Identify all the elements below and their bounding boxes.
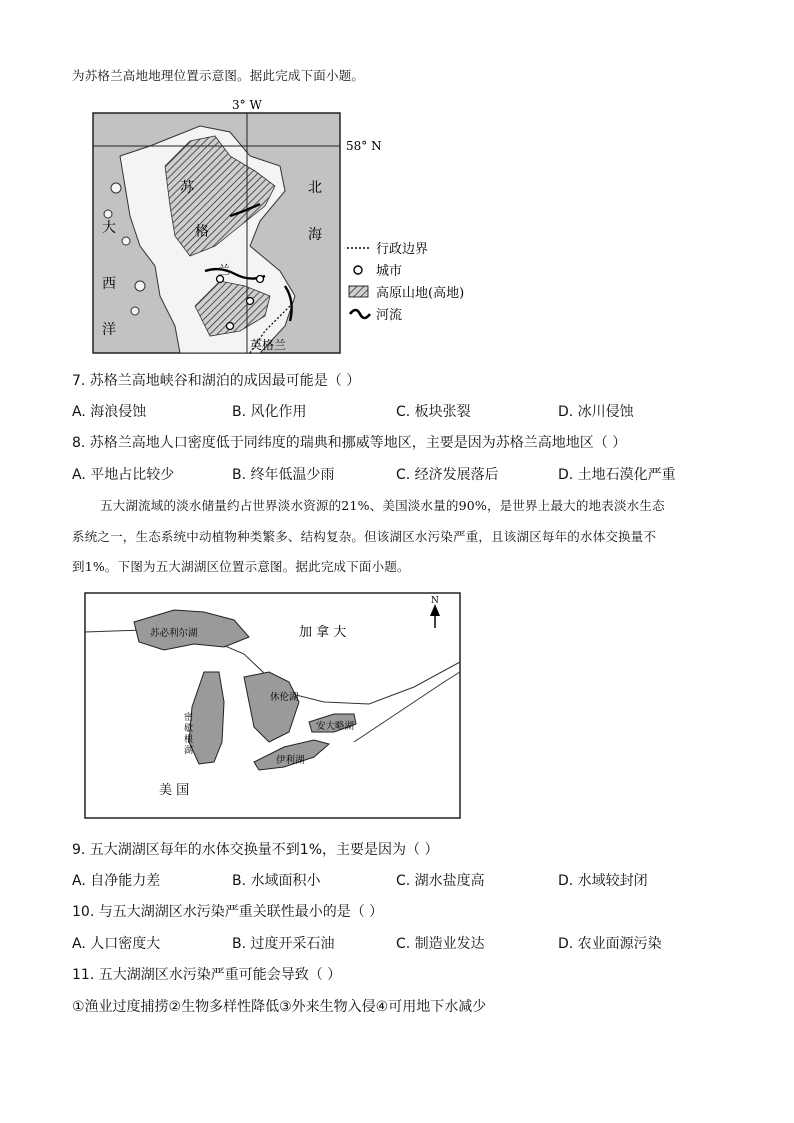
q9-options [72,870,722,890]
label-su: 苏 [180,180,194,196]
label-canada: 加 拿 大 [299,625,347,640]
lon-label: 3° W [232,98,262,112]
atlantic-1: 大 [102,220,116,236]
legend-city: 城市 [376,264,403,279]
label-superior: 苏必利尔湖 [150,628,198,639]
atlantic-3: 洋 [102,322,116,338]
q7-option-c[interactable]: C. 板块张裂 [396,404,471,420]
q9-option-a[interactable]: A. 自净能力差 [72,873,161,889]
label-ge: 格 [195,224,209,240]
q7-stem: 7. 苏格兰高地峡谷和湖泊的成因最可能是（ ） [72,373,361,389]
intro-2-line-2: 系统之一，生态系统中动植物种类繁多、结构复杂。但该湖区水污染严重，且该湖区每年的水体交换量不 [72,529,657,544]
atlantic-2: 西 [102,276,116,292]
q10-option-b[interactable]: B. 过度开采石油 [232,936,335,952]
label-usa: 美 国 [159,783,190,798]
label-ontario: 安大略湖 [316,721,355,732]
q8-option-a[interactable]: A. 平地占比较少 [72,467,175,483]
label-michigan-3: 根 [184,735,194,745]
great-lakes-map [84,592,462,820]
q8-options [72,464,722,484]
q7-option-b[interactable]: B. 风化作用 [232,404,307,420]
intro-2-line-1: 五大湖流域的淡水储量约占世界淡水资源的21%、美国淡水量的90%，是世界上最大的地表淡水生态 [100,498,665,513]
q9-option-b[interactable]: B. 水域面积小 [232,873,321,889]
q11-choices: ①渔业过度捕捞②生物多样性降低③外来生物入侵④可用地下水减少 [72,999,487,1015]
q8-stem: 8. 苏格兰高地人口密度低于同纬度的瑞典和挪威等地区，主要是因为苏格兰高地地区（ ） [72,435,627,451]
q8-option-d[interactable]: D. 土地石漠化严重 [558,467,676,483]
scotland-map [80,96,480,358]
q9-option-c[interactable]: C. 湖水盐度高 [396,873,485,889]
q10-options [72,933,722,953]
q10-stem: 10. 与五大湖湖区水污染严重关联性最小的是（ ） [72,904,384,920]
q7-option-a[interactable]: A. 海浪侵蚀 [72,404,147,420]
map1-legend [347,241,464,323]
q9-stem: 9. 五大湖湖区每年的水体交换量不到1%，主要是因为（ ） [72,842,439,858]
label-huron: 休伦湖 [270,692,299,703]
q9-option-d[interactable]: D. 水域较封闭 [558,873,648,889]
q8-option-b[interactable]: B. 终年低温少雨 [232,467,335,483]
q7-option-d[interactable]: D. 冰川侵蚀 [558,404,634,420]
label-england: 英格兰 [250,338,287,352]
q10-option-d[interactable]: D. 农业面源污染 [558,936,662,952]
label-michigan-1: 密 [184,713,194,723]
north-sea-2: 海 [308,227,322,243]
legend-river: 河流 [376,308,403,323]
label-michigan-2: 歇 [184,724,194,734]
q7-options [72,401,722,421]
lat-label: 58° N [346,139,382,153]
intro-text-1: 为苏格兰高地地理位置示意图。据此完成下面小题。 [72,68,365,83]
label-michigan-4: 湖 [184,746,194,756]
intro-2-line-3: 到1%。下图为五大湖湖区位置示意图。据此完成下面小题。 [72,559,410,574]
label-lan: 兰 [218,263,231,277]
legend-highland: 高原山地(高地) [376,286,465,301]
q10-option-c[interactable]: C. 制造业发达 [396,936,485,952]
label-erie: 伊利湖 [276,755,305,766]
north-label: N [431,596,439,606]
legend-boundary: 行政边界 [376,242,429,257]
q11-stem: 11. 五大湖湖区水污染严重可能会导致（ ） [72,967,342,983]
q8-option-c[interactable]: C. 经济发展落后 [396,467,499,483]
q10-option-a[interactable]: A. 人口密度大 [72,936,161,952]
north-sea-1: 北 [308,180,322,196]
